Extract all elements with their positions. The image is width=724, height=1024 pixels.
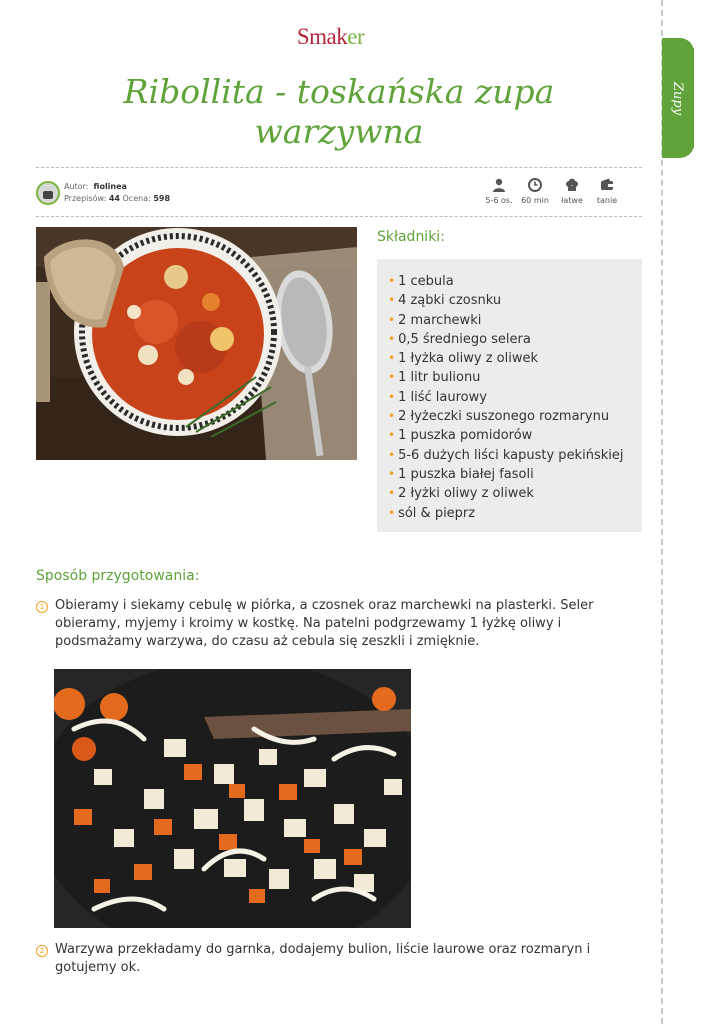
logo-main: Smak [296, 24, 348, 49]
author-info [64, 181, 170, 205]
ingredient-item: • 1 liść laurowy [388, 388, 642, 407]
vegetables-pan-photo [54, 669, 411, 928]
ingredient-item: • 2 marchewki [388, 311, 642, 330]
meta-difficulty [552, 177, 592, 205]
category-tab-label: Zupy [670, 81, 686, 115]
ingredient-item: • 2 łyżki oliwy z oliwek [388, 484, 642, 503]
category-tab-label-wrap [662, 58, 694, 138]
recipes-label: Przepisów: [64, 194, 107, 203]
author-label: Autor: [64, 182, 89, 191]
ingredient-item: • 1 litr bulionu [388, 368, 642, 387]
vegetables-pan-illustration [54, 669, 411, 928]
clock-icon [527, 177, 543, 193]
step-number: 2 [36, 945, 48, 957]
author-name[interactable]: fiolinea [93, 182, 127, 191]
rating-label: Ocena: [122, 194, 151, 203]
ingredient-item: • 5-6 dużych liści kapusty pekińskiej [388, 446, 642, 465]
soup-photo [36, 227, 357, 460]
ingredient-item: • 1 łyżka oliwy z oliwek [388, 349, 642, 368]
recipes-count: 44 [108, 194, 120, 203]
ingredient-item: • 0,5 średniego selera [388, 330, 642, 349]
rating-value: 598 [153, 194, 171, 203]
soup-photo-illustration [36, 227, 357, 460]
person-icon [491, 177, 507, 193]
ingredient-item: • 1 puszka pomidorów [388, 426, 642, 445]
recipe-title [36, 72, 642, 152]
ingredient-item: • sól & pieprz [388, 504, 642, 523]
ingredients-box [377, 259, 642, 532]
divider-meta [36, 216, 642, 217]
step-number: 1 [36, 601, 48, 613]
recipe-title-line-1: Ribollita - toskańska zupa [123, 72, 555, 111]
meta-cost [587, 177, 627, 205]
cost-label: tanie [596, 196, 618, 205]
difficulty-label: łatwe [561, 196, 583, 205]
author-avatar[interactable] [36, 181, 60, 205]
ingredient-item: • 2 łyżeczki suszonego rozmarynu [388, 407, 642, 426]
logo-accent: er [347, 24, 365, 49]
ingredients-title: Składniki: [377, 229, 445, 245]
ingredients-list [388, 272, 642, 523]
time-label: 60 min [521, 196, 549, 205]
wallet-icon [599, 177, 615, 193]
servings-label: 5-6 os. [485, 196, 513, 205]
meta-time [515, 177, 555, 205]
divider-top [36, 167, 642, 168]
step-text: Warzywa przekładamy do garnka, dodajemy bulion, liście laurowe oraz rozmaryn i gotujemy ok. [55, 942, 591, 975]
recipe-title-line-2: warzywna [254, 112, 424, 151]
chef-hat-icon [564, 177, 580, 193]
step-text: Obieramy i siekamy cebulę w piórka, a czosnek oraz marchewki na plasterki. Seler obieramy, myjemy i kroimy w kostkę. Na patelni podgrzewamy 1 łyżkę oliwy i podsmażamy warzywa, do czasu aż cebula się zeszkli i zmięknie. [55, 598, 594, 649]
ingredient-item: • 4 ząbki czosnku [388, 291, 642, 310]
site-logo[interactable] [0, 24, 661, 50]
ingredient-item: • 1 puszka białej fasoli [388, 465, 642, 484]
ingredient-item: • 1 cebula [388, 272, 642, 291]
meta-servings [479, 177, 519, 205]
method-title: Sposób przygotowania: [36, 568, 200, 584]
